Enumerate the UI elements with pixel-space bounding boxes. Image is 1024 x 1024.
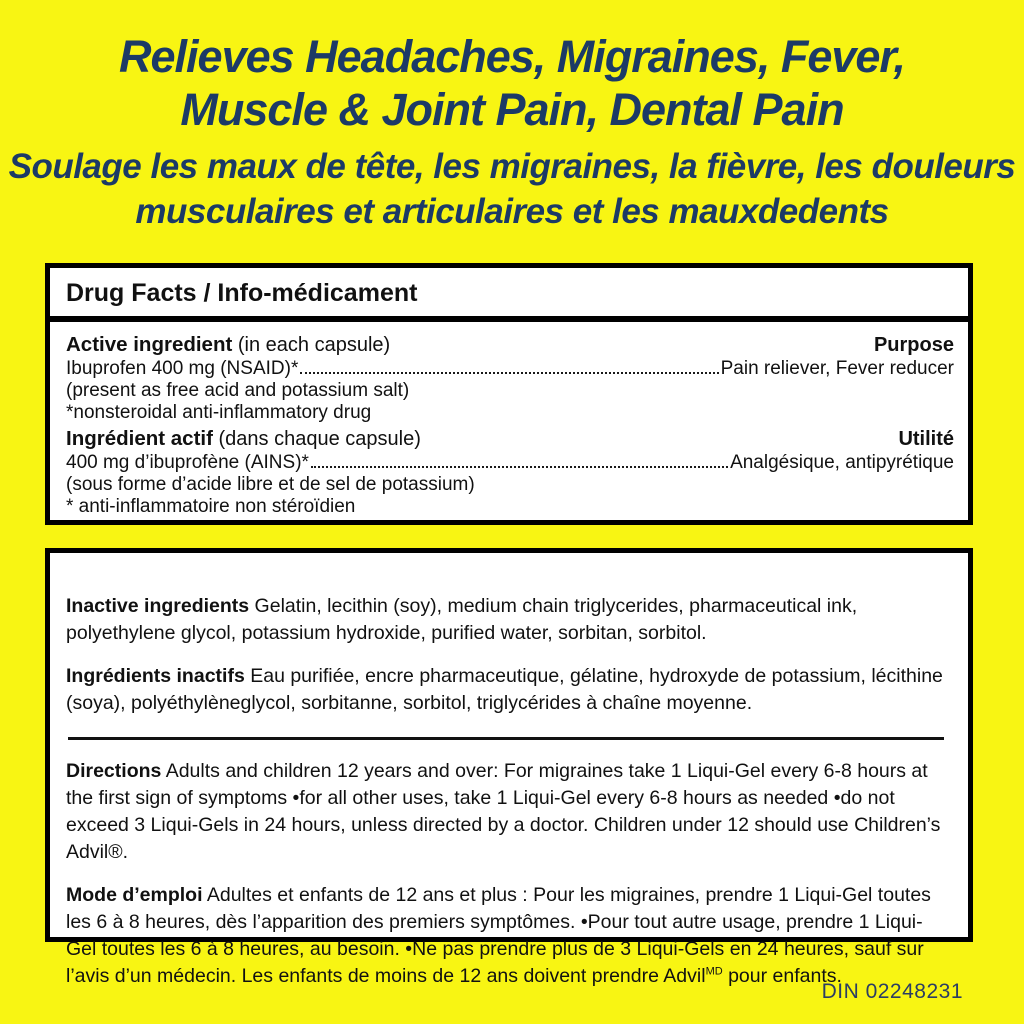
din-number: DIN 02248231 [821, 980, 963, 1003]
purpose-label-fr: Utilité [898, 428, 954, 450]
ingredient-leader-row-en [66, 358, 954, 380]
ingredient-leader-row-fr [66, 452, 954, 474]
purpose-value-fr: Analgésique, antipyrétique [730, 452, 954, 473]
directions-text-fr-part1: Adultes et enfants de 12 ans et plus : Pour les migraines, prendre 1 Liqui-Gel toutes les 6 à 8 heures, dès l’apparition des premiers symptômes. •Pour tout autre usage, prendre 1 Liqui-Gel toutes les 6 à 8 heures, au besoin. •Ne pas prendre plus de 3 Liqui-Gels en 24 heures, sauf sur l’avis d’un médecin. Les enfants de moins de 12 ans doivent prendre Advil [66, 884, 931, 987]
headline-english-line2: Muscle & Joint Pain, Dental Pain [180, 84, 844, 135]
trademark-superscript-md: MD [705, 965, 723, 978]
active-ingredient-label-en: Active ingredient [66, 333, 233, 356]
inactive-ingredients-label-fr: Ingrédients inactifs [66, 665, 245, 687]
active-ingredient-qualifier-en: (in each capsule) [232, 334, 391, 356]
inactive-ingredients-text-fr: Eau purifiée, encre pharmaceutique, gélatine, hydroxyde de potassium, lécithine (soya), polyéthylèneglycol, sorbitanne, sorbitol, triglycérides à chaîne moyenne. [66, 665, 943, 714]
headline-french-line1: Soulage les maux de tête, les migraines, la fièvre, les douleurs [8, 147, 1016, 186]
active-ingredient-label-fr: Ingrédient actif [66, 427, 213, 450]
active-ingredient-heading-en [66, 332, 390, 358]
directions-divider-rule [68, 737, 944, 740]
drug-facts-body [50, 322, 968, 518]
ingredient-name-en: Ibuprofen 400 mg (NSAID)* [66, 358, 299, 379]
directions-text-en: Adults and children 12 years and over: For migraines take 1 Liqui-Gel every 6-8 hours at the first sign of symptoms •for all other uses, take 1 Liqui-Gel every 6-8 hours as needed •do not exceed 3 Liqui-Gels in 24 hours, unless directed by a doctor. Children under 12 should use Children’s Advil®. [66, 760, 941, 863]
inactive-ingredients-text-en: Gelatin, lecithin (soy), medium chain triglycerides, pharmaceutical ink, polyethylene glycol, potassium hydroxide, purified water, sorbitan, sorbitol. [66, 595, 858, 644]
directions-fr [66, 882, 950, 990]
ingredients-directions-body [50, 553, 968, 990]
active-ingredient-heading-fr [66, 426, 421, 452]
ingredient-note2-en: *nonsteroidal anti-inflammatory drug [66, 402, 372, 423]
active-ingredient-row-en [66, 332, 954, 358]
directions-en [66, 758, 950, 866]
purpose-label-en: Purpose [873, 334, 954, 356]
headline-english-line1: Relieves Headaches, Migraines, Fever, [119, 31, 905, 82]
leader-dots-fr [311, 466, 728, 468]
ingredient-note1-en: (present as free acid and potassium salt) [66, 380, 410, 401]
ingredient-note2-fr: * anti-inflammatoire non stéroïdien [66, 496, 356, 517]
headline-french [0, 144, 1024, 234]
inactive-ingredients-label-en: Inactive ingredients [66, 595, 250, 617]
headline-english [0, 30, 1024, 136]
ingredient-note1-fr: (sous forme d’acide libre et de sel de potassium) [66, 474, 475, 495]
drug-facts-box [45, 263, 973, 525]
purpose-value-en: Pain reliever, Fever reducer [720, 358, 954, 379]
leader-dots-en [300, 372, 718, 374]
active-ingredient-qualifier-fr: (dans chaque capsule) [212, 428, 421, 450]
inactive-ingredients-fr [66, 663, 950, 717]
ingredient-name-fr: 400 mg d’ibuprofène (AINS)* [66, 452, 309, 473]
inactive-ingredients-en [66, 593, 950, 647]
directions-label-en: Directions [66, 760, 162, 782]
drug-facts-title: Drug Facts / Info-médicament [66, 279, 418, 307]
directions-text-fr-part2: pour enfants. [722, 965, 842, 987]
directions-label-fr: Mode d’emploi [66, 884, 203, 906]
active-ingredient-row-fr [66, 426, 954, 452]
headline-french-line2: musculaires et articulaires et les mauxdedents [135, 192, 889, 231]
ingredients-directions-box [45, 548, 973, 987]
